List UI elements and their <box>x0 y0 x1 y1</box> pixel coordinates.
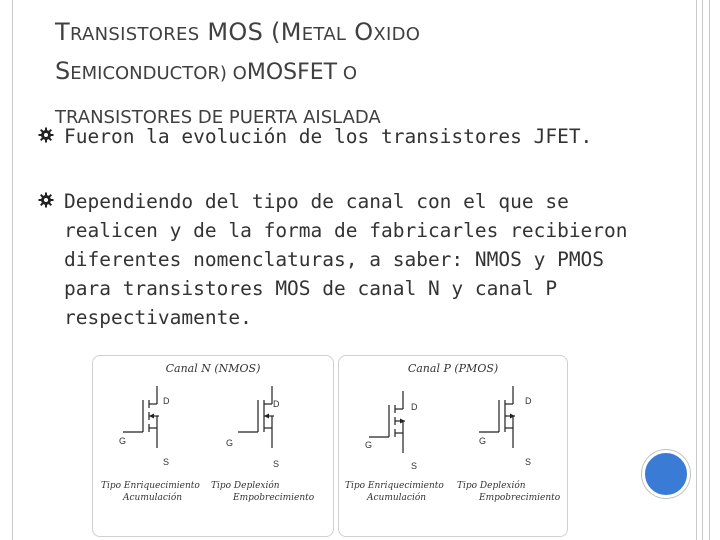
figure-title-nmos: Canal N (NMOS) <box>165 362 261 375</box>
caption-enhancement: Tipo Enriquecimiento Acumulación <box>345 481 444 503</box>
pin-label-source: S <box>273 459 280 469</box>
slide-frame-right-line <box>702 0 703 540</box>
nmos-enhancement-symbol-icon <box>113 386 183 466</box>
caption-enhancement: Tipo Enriquecimiento Acumulación <box>101 481 200 503</box>
pmos-enhancement-symbol-icon <box>359 391 429 471</box>
slide-frame-left-line <box>12 0 13 540</box>
caption-depletion: Tipo Deplexión Empobrecimiento <box>457 481 561 503</box>
pin-label-source: S <box>163 457 170 467</box>
pin-label-drain: D <box>525 396 532 406</box>
pin-label-gate: G <box>365 440 373 450</box>
bullet-item: Dependiendo del tipo de canal con el que se realicen y de la forma de fabricarles recibieron diferentes nomenclaturas, a saber: NMOS y PMOS para transistores MOS de canal N y canal P respectivamente. <box>38 187 658 332</box>
pin-label-gate: G <box>226 438 234 448</box>
nmos-depletion-symbol-icon <box>228 386 298 466</box>
pin-label-gate: G <box>119 436 127 446</box>
caption-depletion: Tipo Deplexión Empobrecimiento <box>211 481 315 503</box>
bullet-list <box>38 122 658 332</box>
slide-frame-right-line <box>709 0 710 540</box>
figure-title-pmos: Canal P (PMOS) <box>407 362 499 375</box>
slide-frame-right-line <box>696 0 697 540</box>
pmos-figure <box>338 355 568 537</box>
pin-label-source: S <box>411 461 418 471</box>
decorative-blue-circle <box>642 450 690 498</box>
nmos-figure <box>92 355 334 537</box>
gear-bullet-icon <box>38 192 54 208</box>
pin-label-drain: D <box>411 402 418 412</box>
pin-label-gate: G <box>479 436 487 446</box>
bullet-item: Fueron la evolución de los transistores JFET. <box>38 122 658 151</box>
pin-label-source: S <box>525 457 532 467</box>
pin-label-drain: D <box>163 396 170 406</box>
pin-label-drain: D <box>273 399 280 409</box>
gear-bullet-icon <box>38 127 54 143</box>
slide-title: TRANSISTORES MOS (METAL OXIDO SEMICONDUCTOR) OMOSFET O TRANSISTORES DE PUERTA AISLADA <box>55 18 421 128</box>
